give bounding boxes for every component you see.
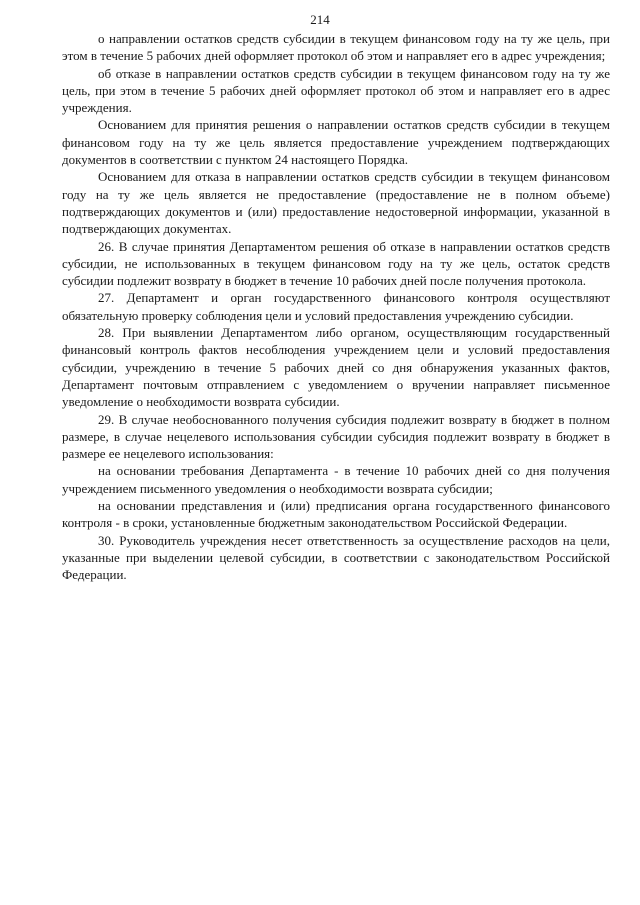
- clause-27: 27. Департамент и орган государственного финансового контроля осуществляют обязательную проверку соблюдения цели и условий предоставления учреждению субсидии.: [62, 290, 610, 323]
- clause-29-item-department: на основании требования Департамента - в течение 10 рабочих дней со дня получения учреждением письменного уведомления о необходимости возврата субсидии;: [62, 463, 610, 496]
- clause-29: 29. В случае необоснованного получения субсидия подлежит возврату в бюджет в полном размере, в случае нецелевого использования субсидии субсидия подлежит возврату в бюджет в размере ее нецелевого использования:: [62, 411, 610, 462]
- page-number: 214: [310, 12, 330, 27]
- paragraph-grounds-approval: Основанием для принятия решения о направлении остатков средств субсидии в текущем финансовом году на ту же цель является предоставление учреждением подтверждающих документов в соответствии с пунктом 24 настоящего Порядка.: [62, 117, 610, 168]
- clause-28: 28. При выявлении Департаментом либо органом, осуществляющим государственный финансовый контроль фактов несоблюдения учреждением цели и условий предоставления субсидии, учреждению в течение 5 рабочих дней со дня обнаружения указанных фактов, Департамент почтовым отправлением с уведомлением о вручении направляет письменное уведомление о необходимости возврата субсидии.: [62, 325, 610, 410]
- clause-29-item-control-body: на основании представления и (или) предписания органа государственного финансового контроля - в сроки, установленные бюджетным законодательством Российской Федерации.: [62, 498, 610, 531]
- clause-26: 26. В случае принятия Департаментом решения об отказе в направлении остатков средств субсидии, не использованных в текущем финансовом году на ту же цель, остаток средств субсидии подлежит возврату в бюджет в течение 10 рабочих дней после получения протокола.: [62, 238, 610, 289]
- paragraph-directing-balance: о направлении остатков средств субсидии в текущем финансовом году на ту же цель, при этом в течение 5 рабочих дней оформляет протокол об этом и направляет его в адрес учреждения;: [62, 31, 610, 64]
- paragraph-grounds-refusal: Основанием для отказа в направлении остатков средств субсидии в текущем финансовом году на ту же цель является не предоставление (предоставление не в полном объеме) подтверждающих документов и (или) предоставление недостоверной информации, указанной в подтверждающих документах.: [62, 169, 610, 237]
- paragraph-refusing-balance: об отказе в направлении остатков средств субсидии в текущем финансовом году на ту же цель, при этом в течение 5 рабочих дней оформляет протокол об этом и направляет его в адрес учреждения.: [62, 65, 610, 116]
- document-body: [62, 30, 610, 584]
- clause-30: 30. Руководитель учреждения несет ответственность за осуществление расходов на цели, указанные при выделении целевой субсидии, в соответствии с законодательством Российской Федерации.: [62, 532, 610, 583]
